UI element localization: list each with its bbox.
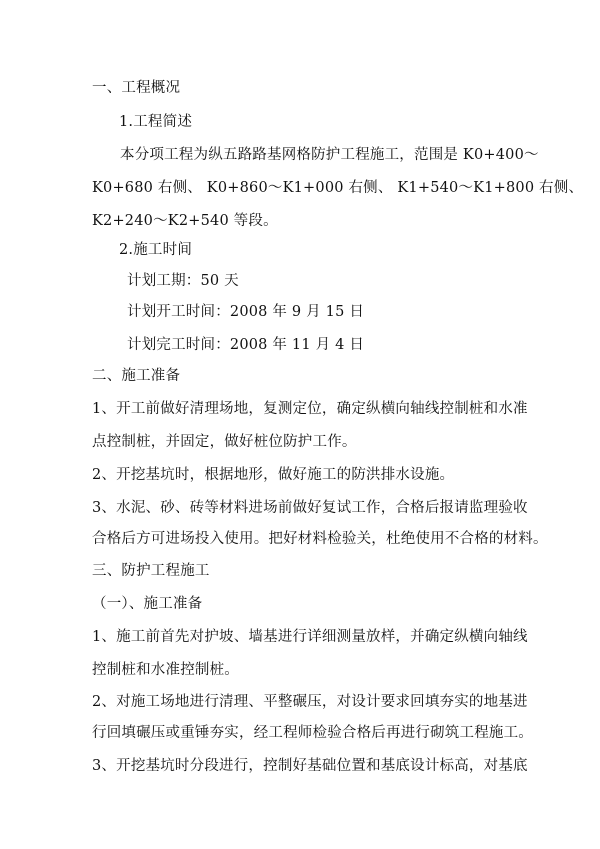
list-item-line: 1、施工前首先对护坡、墙基进行详细测量放样，并确定纵横向轴线	[92, 629, 528, 645]
section-heading-overview: 一、工程概况	[92, 80, 181, 96]
list-item-line: 行回填碾压或重锤夯实，经工程师检验合格后再进行砌筑工程施工。	[92, 725, 533, 741]
list-item-line: 控制桩和水准控制桩。	[92, 662, 239, 678]
list-item-line: 3、水泥、砂、砖等材料进场前做好复试工作，合格后报请监理验收	[92, 500, 528, 516]
schedule-duration: 计划工期：50 天	[127, 273, 239, 289]
list-item-line: 2、对施工场地进行清理、平整碾压，对设计要求回填夯实的地基进	[92, 694, 528, 710]
paragraph-line: K0+680 右侧、 K0+860～K1+000 右侧、 K1+540～K1+800 右侧、	[92, 180, 584, 196]
list-item-line: 点控制桩，并固定，做好桩位防护工作。	[92, 434, 357, 450]
schedule-end-date: 计划完工时间：2008 年 11 月 4 日	[127, 337, 365, 353]
subheading-construction-time: 2.施工时间	[119, 242, 193, 258]
section-heading-preparation: 二、施工准备	[92, 368, 181, 384]
list-item-line: 1、开工前做好清理场地，复测定位，确定纵横向轴线控制桩和水准	[92, 401, 528, 417]
section-heading-protection-works: 三、防护工程施工	[92, 563, 210, 579]
schedule-start-date: 计划开工时间：2008 年 9 月 15 日	[127, 304, 365, 320]
paragraph-line: 本分项工程为纵五路路基网格防护工程施工，范围是 K0+400～	[120, 147, 539, 163]
list-item-line: 合格后方可进场投入使用。把好材料检验关，杜绝使用不合格的材料。	[92, 531, 548, 547]
subheading-construction-preparation: （一）、施工准备	[92, 596, 203, 612]
list-item-line: 2、开挖基坑时，根据地形，做好施工的防洪排水设施。	[92, 467, 455, 483]
paragraph-line: K2+240～K2+540 等段。	[92, 213, 278, 229]
list-item-line: 3、开挖基坑时分段进行，控制好基础位置和基底设计标高，对基底	[92, 758, 528, 774]
subheading-project-description: 1.工程简述	[119, 114, 193, 130]
